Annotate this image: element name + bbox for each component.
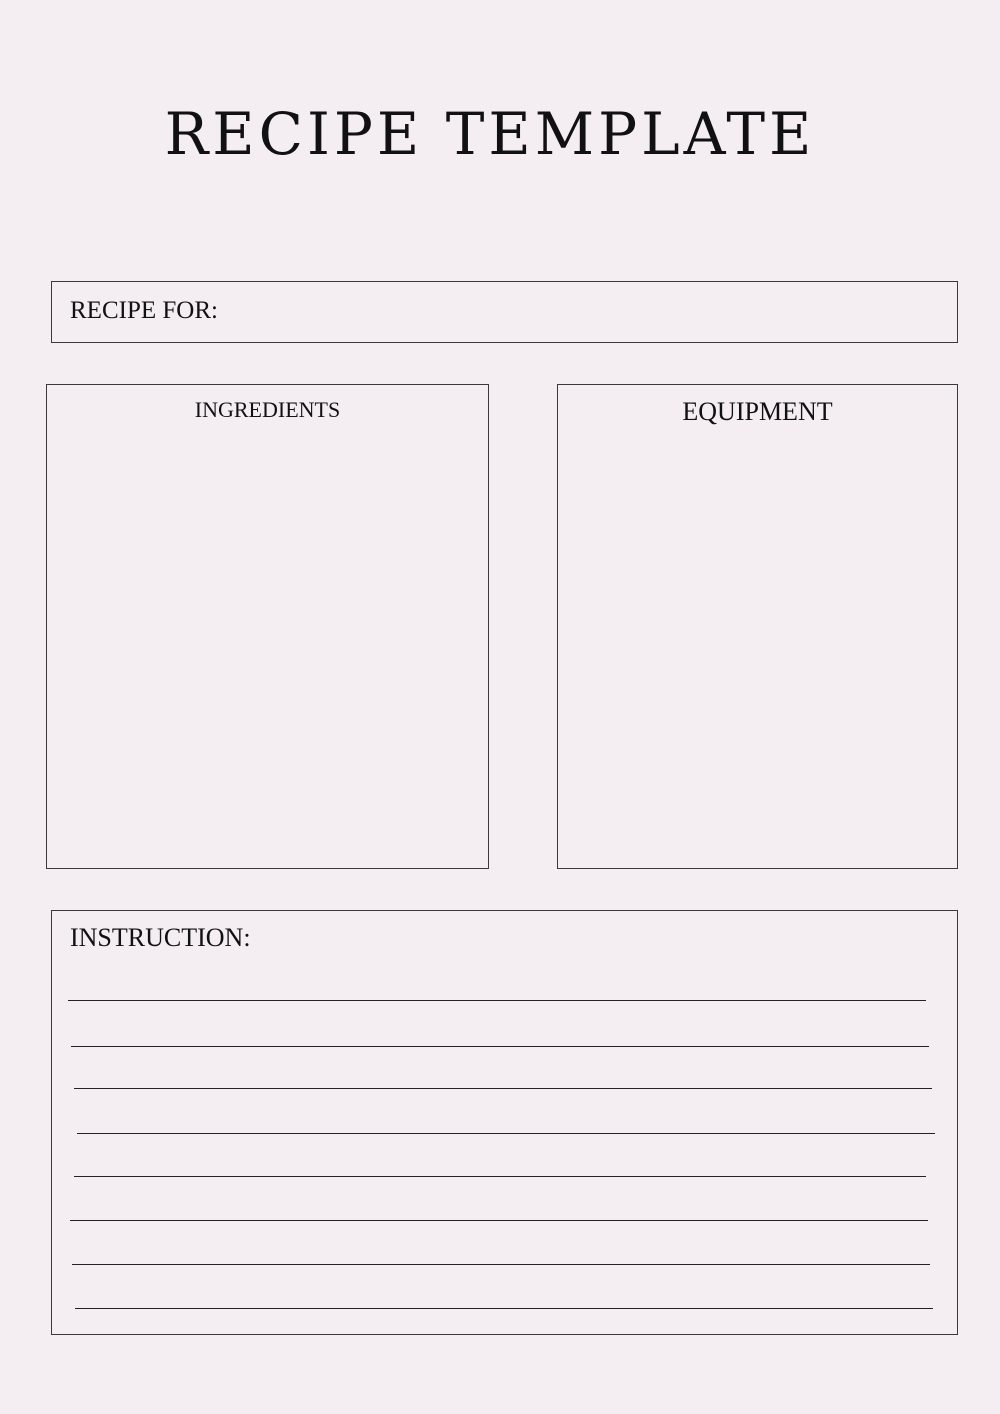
recipe-for-field[interactable] <box>51 281 958 343</box>
instruction-line[interactable] <box>77 1133 935 1134</box>
instruction-box[interactable] <box>51 910 958 1335</box>
instruction-line[interactable] <box>72 1264 930 1265</box>
instruction-line[interactable] <box>74 1176 926 1177</box>
instruction-line[interactable] <box>74 1088 932 1089</box>
recipe-for-label: RECIPE FOR: <box>70 297 218 324</box>
page-title: RECIPE TEMPLATE <box>164 100 816 168</box>
ingredients-heading: INGREDIENTS <box>194 397 341 422</box>
instruction-label: INSTRUCTION: <box>70 923 251 952</box>
equipment-heading: EQUIPMENT <box>682 397 833 426</box>
ingredients-box[interactable] <box>46 384 489 869</box>
equipment-box[interactable] <box>557 384 958 869</box>
instruction-line[interactable] <box>75 1308 933 1309</box>
instruction-line[interactable] <box>68 1000 926 1001</box>
instruction-line[interactable] <box>71 1046 929 1047</box>
instruction-line[interactable] <box>70 1220 928 1221</box>
